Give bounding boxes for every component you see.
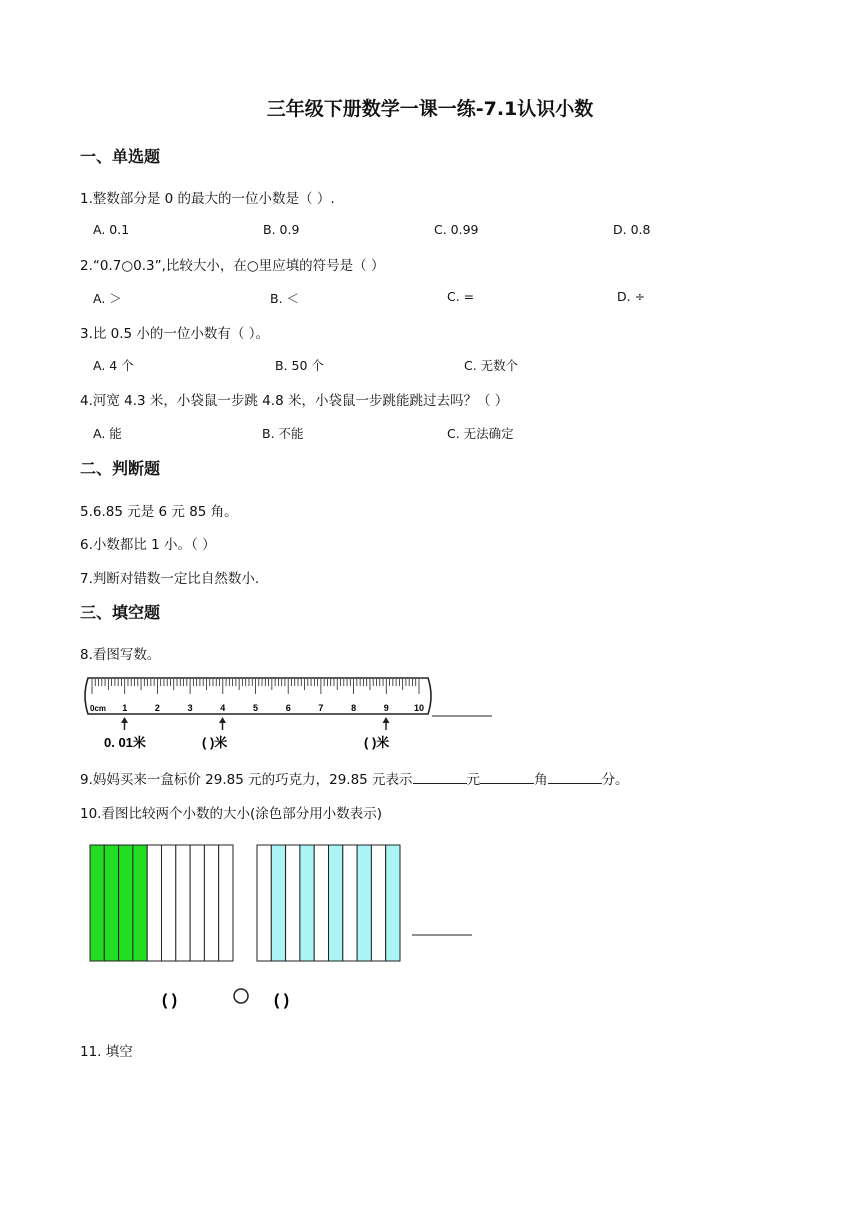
bar-segment <box>286 845 300 961</box>
q3-option-b: B. 50 个 <box>275 358 324 373</box>
q2-option-b: B. ＜ <box>270 291 300 306</box>
question-4: 4.河宽 4.3 米，小袋鼠一步跳 4.8 米，小袋鼠一步跳能跳过去吗？（ ） <box>80 393 509 409</box>
q4-option-b: B. 不能 <box>262 426 304 441</box>
ruler-number: 8 <box>351 703 357 713</box>
section-heading-single-choice: 一、单选题 <box>80 147 161 166</box>
q3-option-a: A. 4 个 <box>93 358 134 373</box>
ruler-figure <box>80 674 500 756</box>
question-7: 7.判断对错数一定比自然数小. <box>80 571 260 587</box>
bar-segment <box>176 845 190 961</box>
question-10: 10.看图比较两个小数的大小(涂色部分用小数表示) <box>80 806 383 822</box>
bar-segment <box>162 845 176 961</box>
q2-option-d: D. ÷ <box>617 289 646 304</box>
bar-segment <box>204 845 218 961</box>
ruler-number: 6 <box>285 703 291 713</box>
bar-segment <box>343 845 357 961</box>
bar-segment <box>271 845 285 961</box>
bar-segment <box>190 845 204 961</box>
section-heading-true-false: 二、判断题 <box>80 459 161 478</box>
q1-option-c: C. 0.99 <box>434 222 479 237</box>
label-0-01-meter: 0. 01米 <box>104 735 146 750</box>
q4-option-a: A. 能 <box>93 426 122 441</box>
ruler-number: 10 <box>413 703 425 713</box>
bar-segment <box>371 845 385 961</box>
q4-option-c: C. 无法确定 <box>447 426 514 441</box>
ruler-unit-label: 0cm <box>90 704 107 713</box>
label-blank-meter-1: ( )米 <box>202 735 228 750</box>
ruler-number: 2 <box>154 703 160 713</box>
unit-yuan: 元 <box>466 772 481 788</box>
question-11: 11. 填空 <box>80 1044 133 1060</box>
blank-jiao[interactable] <box>480 771 534 784</box>
paren-left: ( ) <box>162 992 178 1009</box>
q1-option-d: D. 0.8 <box>613 222 651 237</box>
paren-right: ( ) <box>274 992 290 1009</box>
blank-yuan[interactable] <box>413 771 467 784</box>
bar-segment <box>314 845 328 961</box>
q2-option-a: A. ＞ <box>93 291 122 306</box>
q2-option-c: C. = <box>447 289 475 304</box>
question-2: 2.“0.7○0.3”,比较大小，在○里应填的符号是（ ） <box>80 258 385 274</box>
bar-segment <box>386 845 400 961</box>
question-9-text: 9.妈妈买来一盒标价 29.85 元的巧克力，29.85 元表示 <box>80 772 413 788</box>
arrow-4 <box>219 717 226 730</box>
q1-option-a: A. 0.1 <box>93 222 130 237</box>
unit-jiao: 角 <box>534 772 548 788</box>
question-8: 8.看图写数。 <box>80 647 161 663</box>
ruler-number: 1 <box>122 703 128 713</box>
bar-right <box>257 845 400 961</box>
q3-option-c: C. 无数个 <box>464 358 519 373</box>
ruler-number: 5 <box>252 703 259 713</box>
ruler-number: 3 <box>187 703 193 713</box>
decimal-bars-figure <box>80 838 480 1018</box>
bar-segment <box>104 845 118 961</box>
page-title: 三年级下册数学一课一练-7.1认识小数 <box>266 98 594 120</box>
question-6: 6.小数都比 1 小。（ ） <box>80 537 216 553</box>
arrow-9 <box>383 717 390 730</box>
compare-circle <box>234 989 248 1003</box>
question-5: 5.6.85 元是 6 元 85 角。 <box>80 504 238 520</box>
unit-fen: 分。 <box>601 772 629 788</box>
bar-segment <box>119 845 133 961</box>
label-blank-meter-2: ( )米 <box>364 735 390 750</box>
bar-segment <box>300 845 314 961</box>
bar-segment <box>357 845 371 961</box>
q1-option-b: B. 0.9 <box>263 222 300 237</box>
ruler-number: 4 <box>220 703 226 713</box>
question-1: 1.整数部分是 0 的最大的一位小数是（ ）. <box>80 191 335 207</box>
section-heading-fill-blank: 三、填空题 <box>80 603 161 622</box>
arrow-1 <box>121 717 128 730</box>
bar-segment <box>147 845 161 961</box>
blank-fen[interactable] <box>548 771 602 784</box>
question-3: 3.比 0.5 小的一位小数有（ ）。 <box>80 326 269 342</box>
question-9 <box>80 768 629 788</box>
ruler-number: 7 <box>318 703 324 713</box>
ruler-number: 9 <box>383 703 389 713</box>
bar-segment <box>90 845 104 961</box>
bar-segment <box>257 845 271 961</box>
bar-left <box>90 845 233 961</box>
bar-segment <box>329 845 343 961</box>
bar-segment <box>133 845 147 961</box>
bar-segment <box>219 845 233 961</box>
